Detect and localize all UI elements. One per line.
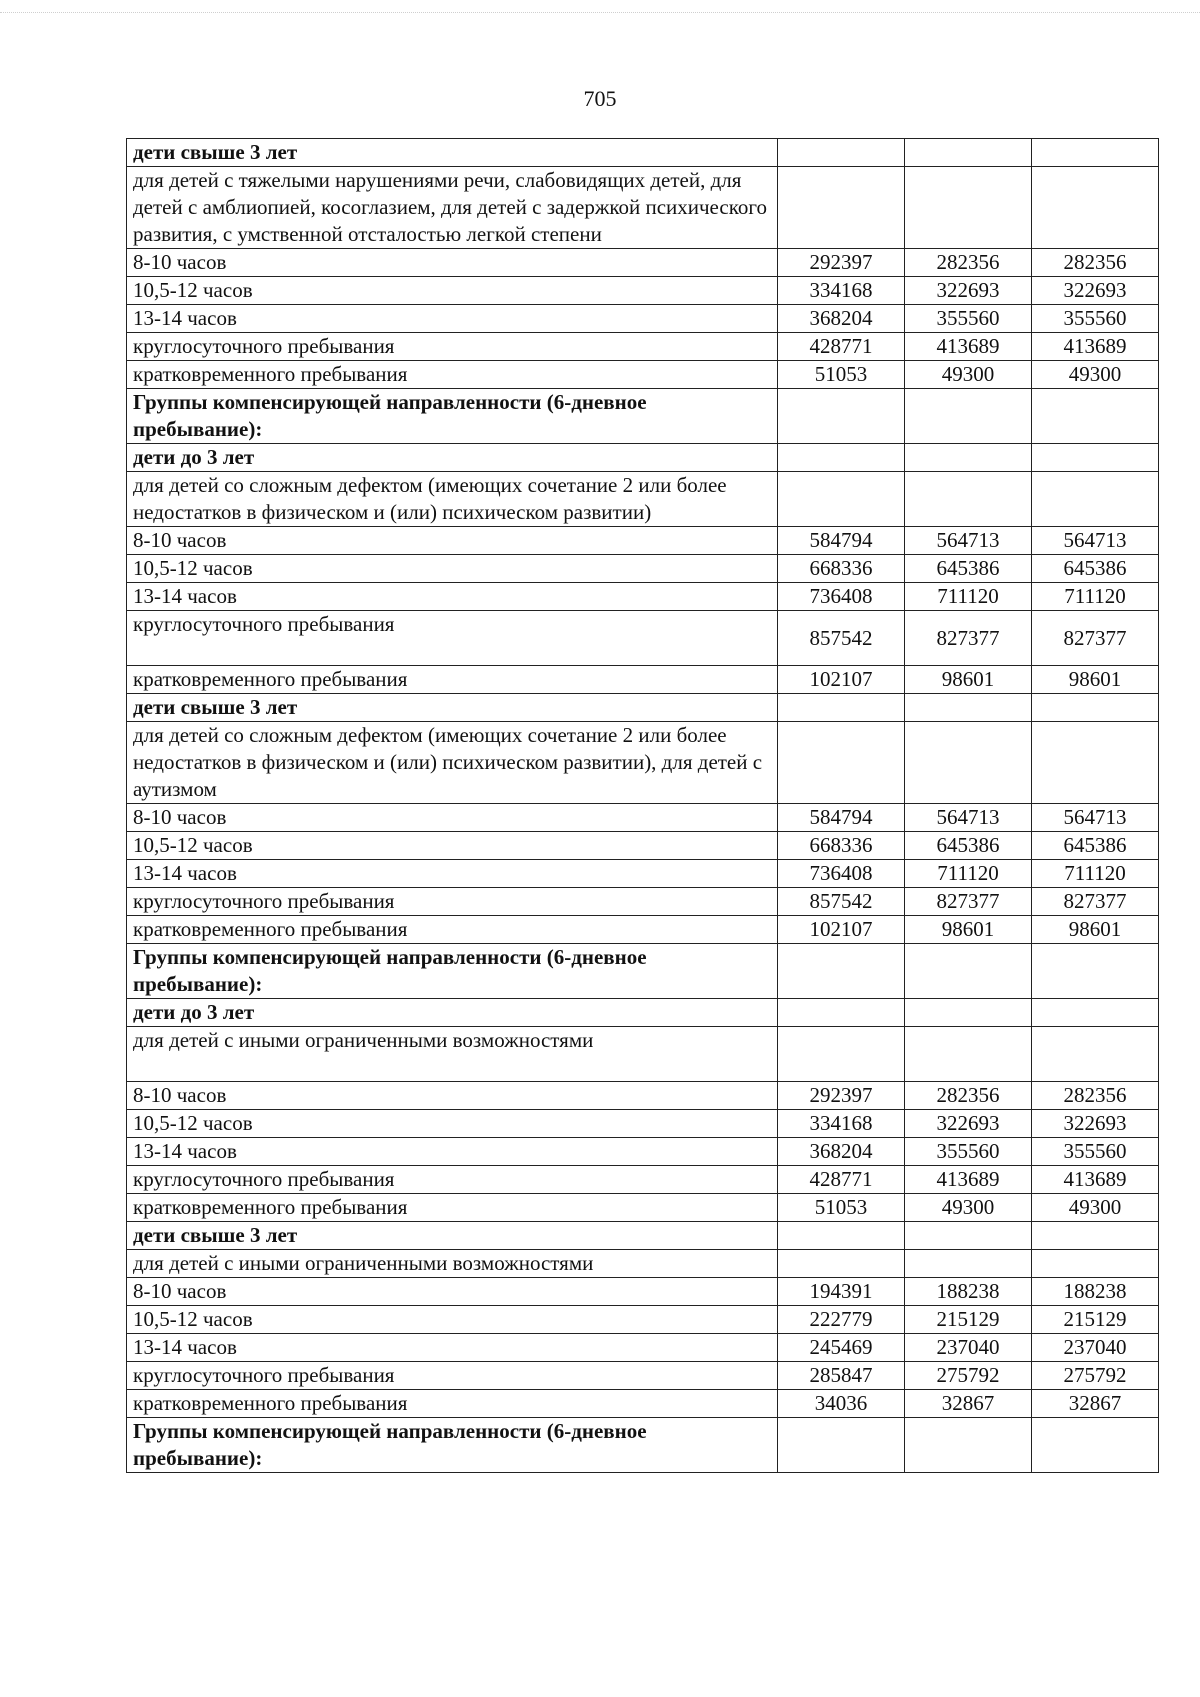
- row-label: дети до 3 лет: [127, 444, 778, 472]
- value-cell-3: 98601: [1032, 916, 1159, 944]
- value-cell-2: [905, 1418, 1032, 1473]
- value-cell-2: [905, 1222, 1032, 1250]
- table-row: [127, 1110, 1159, 1138]
- table-row: [127, 305, 1159, 333]
- value-cell-3: [1032, 167, 1159, 249]
- table-row: [127, 277, 1159, 305]
- value-cell-2: 711120: [905, 860, 1032, 888]
- value-cell-1: 584794: [778, 804, 905, 832]
- row-label: для детей со сложным дефектом (имеющих сочетание 2 или более недостатков в физическом и (или) психическом развитии): [127, 472, 778, 527]
- value-cell-1: 736408: [778, 583, 905, 611]
- value-cell-1: 736408: [778, 860, 905, 888]
- value-cell-3: [1032, 1418, 1159, 1473]
- value-cell-2: 827377: [905, 611, 1032, 666]
- table-row: [127, 722, 1159, 804]
- row-label: дети свыше 3 лет: [127, 1222, 778, 1250]
- value-cell-1: 292397: [778, 249, 905, 277]
- value-cell-3: [1032, 999, 1159, 1027]
- value-cell-2: [905, 694, 1032, 722]
- value-cell-2: [905, 444, 1032, 472]
- row-label: 8-10 часов: [127, 249, 778, 277]
- table-row: [127, 888, 1159, 916]
- row-label: 10,5-12 часов: [127, 555, 778, 583]
- table-row: [127, 1166, 1159, 1194]
- row-label: Группы компенсирующей направленности (6-дневное пребывание):: [127, 944, 778, 999]
- value-cell-1: 285847: [778, 1362, 905, 1390]
- table-row: [127, 832, 1159, 860]
- table-row: [127, 472, 1159, 527]
- value-cell-2: 49300: [905, 1194, 1032, 1222]
- value-cell-2: 355560: [905, 1138, 1032, 1166]
- row-label: дети свыше 3 лет: [127, 694, 778, 722]
- row-label: кратковременного пребывания: [127, 1390, 778, 1418]
- value-cell-3: 564713: [1032, 804, 1159, 832]
- value-cell-3: 237040: [1032, 1334, 1159, 1362]
- row-label: 13-14 часов: [127, 1334, 778, 1362]
- row-label: для детей с иными ограниченными возможностями: [127, 1250, 778, 1278]
- value-cell-3: 711120: [1032, 860, 1159, 888]
- value-cell-2: 275792: [905, 1362, 1032, 1390]
- value-cell-3: 355560: [1032, 305, 1159, 333]
- value-cell-1: [778, 999, 905, 1027]
- row-label: кратковременного пребывания: [127, 666, 778, 694]
- value-cell-2: 711120: [905, 583, 1032, 611]
- value-cell-2: 282356: [905, 249, 1032, 277]
- value-cell-1: [778, 722, 905, 804]
- table-row: [127, 1334, 1159, 1362]
- row-label: кратковременного пребывания: [127, 916, 778, 944]
- value-cell-2: 413689: [905, 1166, 1032, 1194]
- value-cell-1: 368204: [778, 1138, 905, 1166]
- table-row: [127, 860, 1159, 888]
- row-label: 13-14 часов: [127, 1138, 778, 1166]
- value-cell-3: 413689: [1032, 333, 1159, 361]
- value-cell-1: 584794: [778, 527, 905, 555]
- value-cell-3: 827377: [1032, 888, 1159, 916]
- value-cell-2: [905, 139, 1032, 167]
- value-cell-3: 564713: [1032, 527, 1159, 555]
- value-cell-3: [1032, 472, 1159, 527]
- table-row: [127, 1278, 1159, 1306]
- value-cell-3: 827377: [1032, 611, 1159, 666]
- value-cell-2: 355560: [905, 305, 1032, 333]
- row-label: круглосуточного пребывания: [127, 333, 778, 361]
- table-row: [127, 1194, 1159, 1222]
- value-cell-1: [778, 1027, 905, 1082]
- value-cell-3: 322693: [1032, 277, 1159, 305]
- table-row: [127, 139, 1159, 167]
- row-label: 13-14 часов: [127, 860, 778, 888]
- table-row: [127, 611, 1159, 666]
- value-cell-1: 668336: [778, 832, 905, 860]
- value-cell-1: 428771: [778, 333, 905, 361]
- tariff-table: [126, 138, 1159, 1473]
- value-cell-1: 34036: [778, 1390, 905, 1418]
- value-cell-1: [778, 139, 905, 167]
- row-label: 10,5-12 часов: [127, 1306, 778, 1334]
- value-cell-2: 188238: [905, 1278, 1032, 1306]
- table-row: [127, 999, 1159, 1027]
- value-cell-2: [905, 1027, 1032, 1082]
- row-label: круглосуточного пребывания: [127, 1166, 778, 1194]
- value-cell-3: 282356: [1032, 1082, 1159, 1110]
- value-cell-2: 322693: [905, 1110, 1032, 1138]
- row-label: 8-10 часов: [127, 804, 778, 832]
- value-cell-2: [905, 389, 1032, 444]
- row-label: 13-14 часов: [127, 305, 778, 333]
- row-label: для детей со сложным дефектом (имеющих сочетание 2 или более недостатков в физическом и (или) психическом развитии), для детей с аутизмом: [127, 722, 778, 804]
- table-row: [127, 1390, 1159, 1418]
- table-row: [127, 1306, 1159, 1334]
- table-row: [127, 249, 1159, 277]
- table-row: [127, 583, 1159, 611]
- value-cell-2: 645386: [905, 555, 1032, 583]
- value-cell-3: 711120: [1032, 583, 1159, 611]
- value-cell-1: 245469: [778, 1334, 905, 1362]
- table-row: [127, 527, 1159, 555]
- value-cell-2: [905, 999, 1032, 1027]
- table-row: [127, 555, 1159, 583]
- table-row: [127, 1138, 1159, 1166]
- value-cell-2: 215129: [905, 1306, 1032, 1334]
- table-row: [127, 1027, 1159, 1082]
- value-cell-3: [1032, 1027, 1159, 1082]
- value-cell-2: 98601: [905, 916, 1032, 944]
- value-cell-1: 428771: [778, 1166, 905, 1194]
- value-cell-3: [1032, 139, 1159, 167]
- value-cell-2: 282356: [905, 1082, 1032, 1110]
- value-cell-1: 668336: [778, 555, 905, 583]
- table-row: [127, 1362, 1159, 1390]
- value-cell-3: [1032, 1222, 1159, 1250]
- row-label: 10,5-12 часов: [127, 1110, 778, 1138]
- value-cell-1: [778, 694, 905, 722]
- value-cell-3: 275792: [1032, 1362, 1159, 1390]
- value-cell-3: 645386: [1032, 555, 1159, 583]
- value-cell-1: [778, 472, 905, 527]
- row-label: для детей с тяжелыми нарушениями речи, слабовидящих детей, для детей с амблиопией, косоглазием, для детей с задержкой психического развития, с умственной отсталостью легкой степени: [127, 167, 778, 249]
- row-label: дети свыше 3 лет: [127, 139, 778, 167]
- value-cell-2: 564713: [905, 804, 1032, 832]
- table-row: [127, 1250, 1159, 1278]
- value-cell-1: 857542: [778, 611, 905, 666]
- value-cell-2: 322693: [905, 277, 1032, 305]
- value-cell-2: [905, 1250, 1032, 1278]
- table-row: [127, 944, 1159, 999]
- row-label: дети до 3 лет: [127, 999, 778, 1027]
- value-cell-1: 51053: [778, 1194, 905, 1222]
- tariff-table-body: [127, 139, 1159, 1473]
- row-label: 10,5-12 часов: [127, 832, 778, 860]
- value-cell-1: 334168: [778, 1110, 905, 1138]
- value-cell-1: [778, 944, 905, 999]
- value-cell-3: 188238: [1032, 1278, 1159, 1306]
- table-row: [127, 361, 1159, 389]
- row-label: Группы компенсирующей направленности (6-дневное пребывание):: [127, 389, 778, 444]
- row-label: Группы компенсирующей направленности (6-дневное пребывание):: [127, 1418, 778, 1473]
- row-label: 13-14 часов: [127, 583, 778, 611]
- value-cell-3: 645386: [1032, 832, 1159, 860]
- table-row: [127, 333, 1159, 361]
- value-cell-1: 102107: [778, 916, 905, 944]
- row-label: для детей с иными ограниченными возможностями: [127, 1027, 778, 1082]
- value-cell-3: 32867: [1032, 1390, 1159, 1418]
- row-label: 8-10 часов: [127, 527, 778, 555]
- value-cell-1: 222779: [778, 1306, 905, 1334]
- row-label: кратковременного пребывания: [127, 1194, 778, 1222]
- table-row: [127, 1222, 1159, 1250]
- value-cell-1: 51053: [778, 361, 905, 389]
- value-cell-2: [905, 944, 1032, 999]
- value-cell-2: 827377: [905, 888, 1032, 916]
- value-cell-1: 194391: [778, 1278, 905, 1306]
- value-cell-2: [905, 472, 1032, 527]
- value-cell-3: 413689: [1032, 1166, 1159, 1194]
- value-cell-1: [778, 1222, 905, 1250]
- value-cell-1: [778, 389, 905, 444]
- value-cell-1: [778, 167, 905, 249]
- value-cell-1: 334168: [778, 277, 905, 305]
- value-cell-2: 564713: [905, 527, 1032, 555]
- row-label: круглосуточного пребывания: [127, 888, 778, 916]
- value-cell-1: [778, 1418, 905, 1473]
- value-cell-2: 237040: [905, 1334, 1032, 1362]
- value-cell-2: 49300: [905, 361, 1032, 389]
- value-cell-2: [905, 167, 1032, 249]
- row-label: 10,5-12 часов: [127, 277, 778, 305]
- value-cell-3: 282356: [1032, 249, 1159, 277]
- table-row: [127, 167, 1159, 249]
- row-label: круглосуточного пребывания: [127, 1362, 778, 1390]
- value-cell-3: 49300: [1032, 1194, 1159, 1222]
- value-cell-1: 102107: [778, 666, 905, 694]
- value-cell-3: 322693: [1032, 1110, 1159, 1138]
- value-cell-1: [778, 1250, 905, 1278]
- value-cell-1: 857542: [778, 888, 905, 916]
- value-cell-3: [1032, 944, 1159, 999]
- value-cell-3: 355560: [1032, 1138, 1159, 1166]
- table-row: [127, 666, 1159, 694]
- value-cell-3: 98601: [1032, 666, 1159, 694]
- table-row: [127, 916, 1159, 944]
- value-cell-3: [1032, 444, 1159, 472]
- table-row: [127, 389, 1159, 444]
- scan-top-edge: [0, 12, 1200, 13]
- table-row: [127, 1418, 1159, 1473]
- row-label: круглосуточного пребывания: [127, 611, 778, 666]
- value-cell-1: [778, 444, 905, 472]
- value-cell-3: [1032, 389, 1159, 444]
- value-cell-3: [1032, 1250, 1159, 1278]
- table-row: [127, 1082, 1159, 1110]
- value-cell-3: 215129: [1032, 1306, 1159, 1334]
- value-cell-1: 292397: [778, 1082, 905, 1110]
- value-cell-2: 98601: [905, 666, 1032, 694]
- row-label: 8-10 часов: [127, 1082, 778, 1110]
- table-row: [127, 804, 1159, 832]
- value-cell-3: 49300: [1032, 361, 1159, 389]
- value-cell-2: 645386: [905, 832, 1032, 860]
- page-number: 705: [583, 86, 617, 111]
- table-row: [127, 694, 1159, 722]
- row-label: 8-10 часов: [127, 1278, 778, 1306]
- value-cell-3: [1032, 722, 1159, 804]
- value-cell-3: [1032, 694, 1159, 722]
- value-cell-2: 32867: [905, 1390, 1032, 1418]
- value-cell-2: [905, 722, 1032, 804]
- table-row: [127, 444, 1159, 472]
- row-label: кратковременного пребывания: [127, 361, 778, 389]
- value-cell-1: 368204: [778, 305, 905, 333]
- value-cell-2: 413689: [905, 333, 1032, 361]
